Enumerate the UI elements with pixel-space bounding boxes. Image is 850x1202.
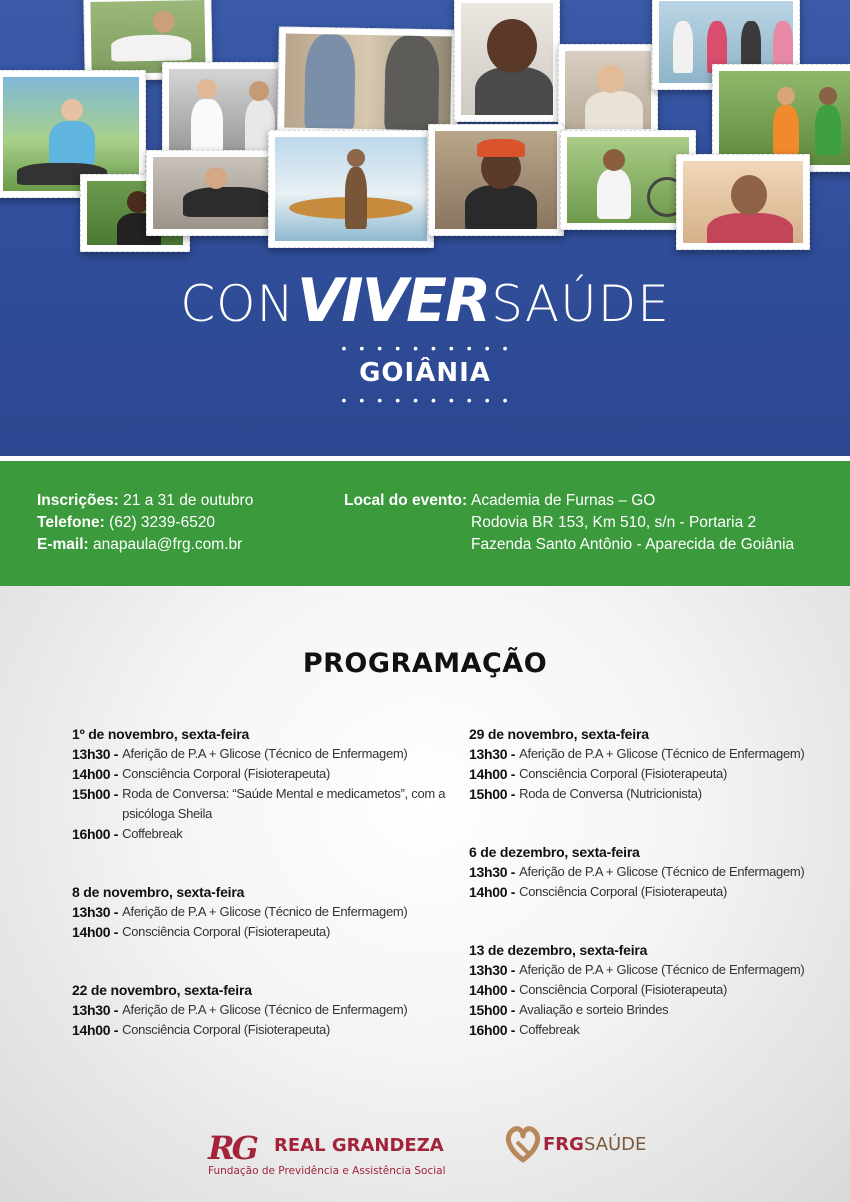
program-item [469, 980, 829, 1000]
program-item-description: Roda de Conversa: “Saúde Mental e medicametos”, com a psicóloga Sheila [122, 786, 446, 821]
program-day [469, 940, 829, 1040]
frg-rest: SAÚDE [583, 1134, 647, 1155]
program-day-title: 29 de novembro, sexta-feira [469, 726, 649, 742]
program-item-time: 14h00 - [72, 766, 119, 782]
program-day [72, 882, 452, 942]
photo-surfer [268, 130, 434, 248]
program-item-time: 14h00 - [469, 982, 516, 998]
location-label: Local do evento: [344, 492, 468, 509]
program-item-time: 16h00 - [72, 826, 119, 842]
logo-prefix: CON [180, 275, 295, 333]
program-item-time: 13h30 - [469, 864, 516, 880]
program-item [469, 744, 829, 764]
program-item-description: Avaliação e sorteio Brindes [519, 1002, 669, 1017]
photo-man-lying [146, 150, 280, 236]
program-day-title: 1º de novembro, sexta-feira [72, 726, 250, 742]
program-item [469, 1020, 829, 1040]
program-item-time: 14h00 - [469, 766, 516, 782]
program-day [72, 980, 452, 1040]
program-item-time: 13h30 - [72, 746, 119, 762]
program-item-time: 15h00 - [72, 786, 119, 802]
program-item-description: Consciência Corporal (Fisioterapeuta) [519, 766, 727, 781]
program-item-description: Aferição de P.A + Glicose (Técnico de Enfermagem) [122, 746, 408, 761]
program-item [72, 902, 452, 922]
program-item-time: 13h30 - [72, 1002, 119, 1018]
program-item [469, 882, 829, 902]
phone-label: Telefone: [37, 514, 105, 531]
program-item [469, 784, 829, 804]
registration-line [37, 490, 253, 512]
frg-heart-icon [503, 1120, 543, 1166]
program-item-time: 15h00 - [469, 786, 516, 802]
program-item-description: Consciência Corporal (Fisioterapeuta) [519, 982, 727, 997]
location-info [344, 490, 795, 553]
program-day-title: 13 de dezembro, sexta-feira [469, 942, 648, 958]
program-item-description: Aferição de P.A + Glicose (Técnico de Enfermagem) [122, 1002, 408, 1017]
program-column-left [72, 724, 452, 1078]
program-item [72, 824, 452, 844]
frg-bold: FRG [543, 1134, 584, 1155]
logo-dots-bottom: •••••••••• [341, 392, 521, 408]
header-banner [0, 0, 850, 456]
program-item-description: Roda de Conversa (Nutricionista) [519, 786, 702, 801]
program-day [469, 842, 829, 902]
address-line: Rodovia BR 153, Km 510, s/n - Portaria 2 [471, 514, 757, 531]
phone-line [37, 512, 253, 534]
program-item-time: 13h30 - [469, 962, 516, 978]
program-item-description: Consciência Corporal (Fisioterapeuta) [122, 1022, 330, 1037]
phone-value[interactable]: (62) 3239-6520 [109, 514, 216, 531]
photo-senior-woman-couch [558, 44, 658, 136]
real-grandeza-subtitle: Fundação de Previdência e Assistência Social [208, 1165, 446, 1177]
program-item-description: Coffebreak [122, 826, 183, 841]
program-item [72, 1020, 452, 1040]
program-item [72, 764, 452, 784]
logo-dots-top: •••••••••• [341, 340, 521, 356]
email-label: E-mail: [37, 536, 89, 553]
contact-info [37, 490, 253, 556]
frg-saude-name [543, 1134, 646, 1155]
program-item-time: 15h00 - [469, 1002, 516, 1018]
program-item [72, 922, 452, 942]
program-item-description: Consciência Corporal (Fisioterapeuta) [122, 924, 330, 939]
city-name: GOIÂNIA [359, 358, 491, 388]
event-logo-wordmark [0, 266, 850, 336]
program-item-time: 14h00 - [469, 884, 516, 900]
program-column-right [469, 724, 829, 1078]
email-line [37, 534, 253, 556]
program-item-description: Aferição de P.A + Glicose (Técnico de Enfermagem) [122, 904, 408, 919]
program-item [469, 1000, 829, 1020]
program-item [469, 764, 829, 784]
logo-highlight: VIVER [296, 266, 490, 336]
program-item [469, 960, 829, 980]
program-item-time: 14h00 - [72, 924, 119, 940]
registration-label: Inscrições: [37, 492, 119, 509]
address-line: Academia de Furnas – GO [471, 492, 656, 509]
program-section [0, 586, 850, 1202]
real-grandeza-name: REAL GRANDEZA [274, 1135, 444, 1156]
location-address [471, 490, 794, 556]
program-day-title: 8 de novembro, sexta-feira [72, 884, 245, 900]
event-logo [0, 266, 850, 408]
program-item-time: 13h30 - [469, 746, 516, 762]
program-item-description: Consciência Corporal (Fisioterapeuta) [519, 884, 727, 899]
program-day [469, 724, 829, 804]
program-item [72, 744, 452, 764]
program-item-time: 14h00 - [72, 1022, 119, 1038]
program-item-description: Aferição de P.A + Glicose (Técnico de Enfermagem) [519, 864, 805, 879]
real-grandeza-mark: RG [208, 1129, 256, 1167]
program-day-title: 22 de novembro, sexta-feira [72, 982, 252, 998]
photo-couple-hands [277, 26, 459, 137]
program-item-time: 16h00 - [469, 1022, 516, 1038]
program-day [72, 724, 452, 844]
program-day-title: 6 de dezembro, sexta-feira [469, 844, 640, 860]
program-title: PROGRAMAÇÃO [302, 648, 548, 679]
logo-suffix: SAÚDE [491, 275, 670, 333]
program-item [72, 784, 452, 824]
photo-woman-headscarf [428, 124, 564, 236]
program-item-description: Aferição de P.A + Glicose (Técnico de Enfermagem) [519, 746, 805, 761]
email-value[interactable]: anapaula@frg.com.br [93, 536, 243, 553]
address-line: Fazenda Santo Antônio - Aparecida de Goiânia [471, 536, 795, 553]
photo-smiling-man [454, 0, 560, 122]
program-item-time: 13h30 - [72, 904, 119, 920]
program-item-description: Consciência Corporal (Fisioterapeuta) [122, 766, 330, 781]
program-item-description: Coffebreak [519, 1022, 580, 1037]
program-item-description: Aferição de P.A + Glicose (Técnico de Enfermagem) [519, 962, 805, 977]
photo-woman-drinking [676, 154, 810, 250]
program-item [72, 1000, 452, 1020]
registration-value: 21 a 31 de outubro [123, 492, 254, 509]
program-item [469, 862, 829, 882]
info-band [0, 461, 850, 586]
